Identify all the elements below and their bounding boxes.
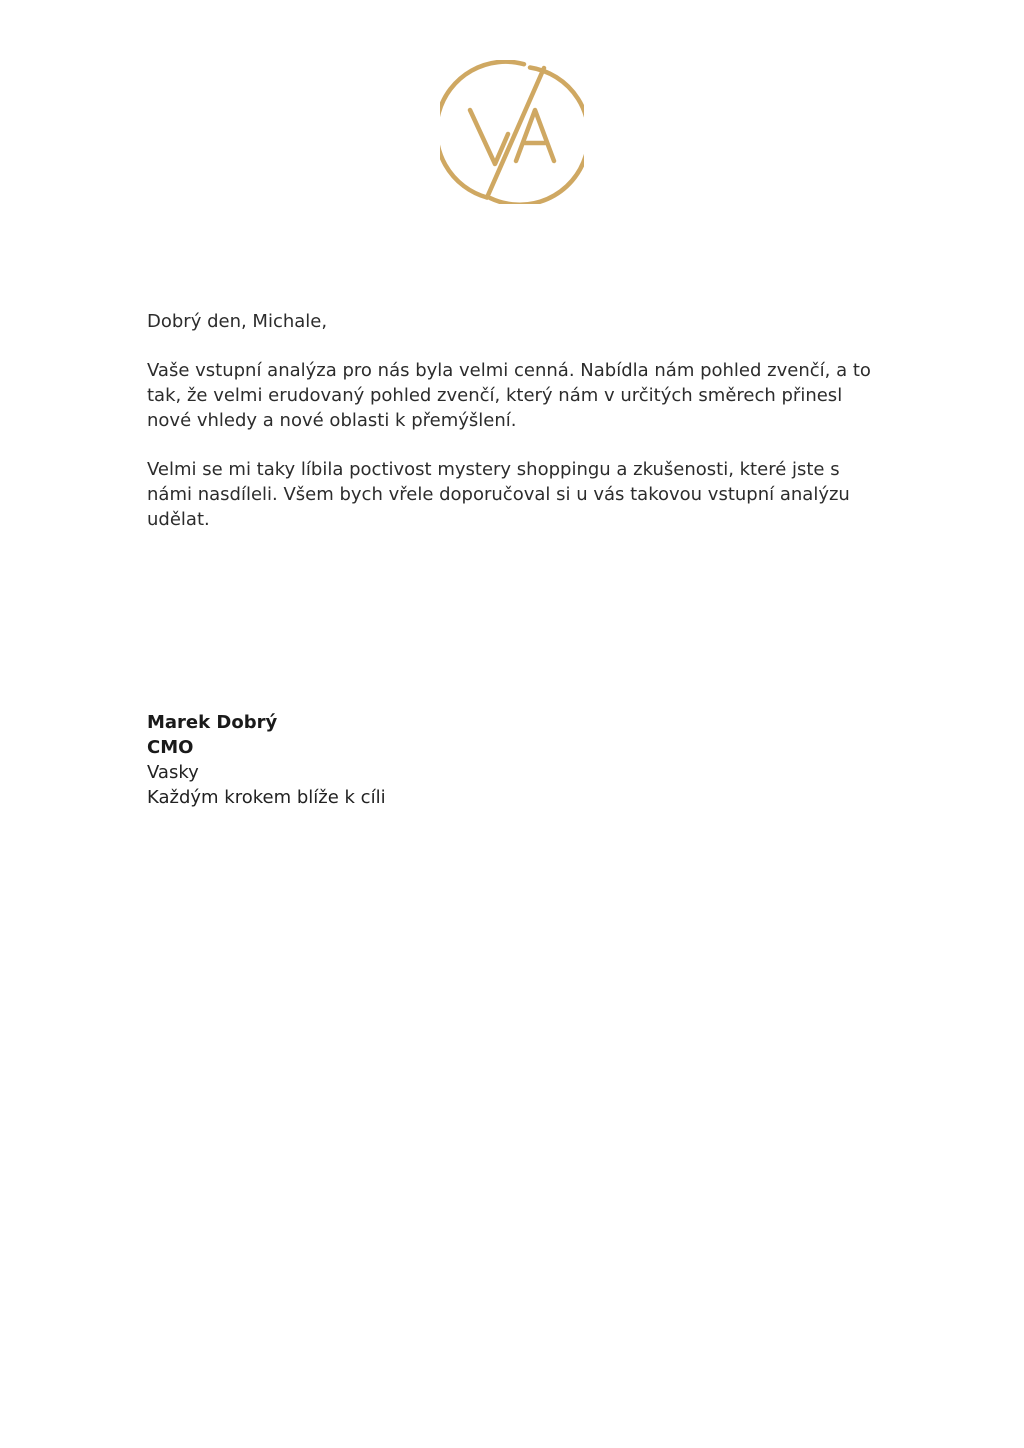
signature-role: CMO — [147, 737, 194, 758]
signature-company: Vasky — [147, 762, 199, 783]
signature-name: Marek Dobrý — [147, 712, 278, 733]
signature-block — [147, 710, 386, 810]
letter-greeting — [147, 309, 887, 334]
va-logo — [440, 60, 584, 204]
logo-v — [470, 110, 508, 164]
paragraph-1-text: Vaše vstupní analýza pro nás byla velmi cenná. Nabídla nám pohled zvenčí, a to tak, že velmi erudovaný pohled zvenčí, který nám v určitých směrech přinesl nové vhledy a nové oblasti k přemýšlení. — [147, 360, 871, 431]
letter-paragraph-1 — [147, 358, 887, 433]
greeting-text: Dobrý den, Michale, — [147, 311, 328, 332]
letter-paragraph-2 — [147, 457, 887, 532]
logo-diagonal — [487, 68, 544, 198]
va-monogram-icon — [440, 60, 584, 204]
paragraph-2-text: Velmi se mi taky líbila poctivost mystery shoppingu a zkušenosti, které jste s námi nasdíleli. Všem bych vřele doporučoval si u vás takovou vstupní analýzu udělat. — [147, 459, 850, 530]
logo-ring-left-visible — [440, 62, 524, 198]
signature-slogan: Každým krokem blíže k cíli — [147, 787, 386, 808]
